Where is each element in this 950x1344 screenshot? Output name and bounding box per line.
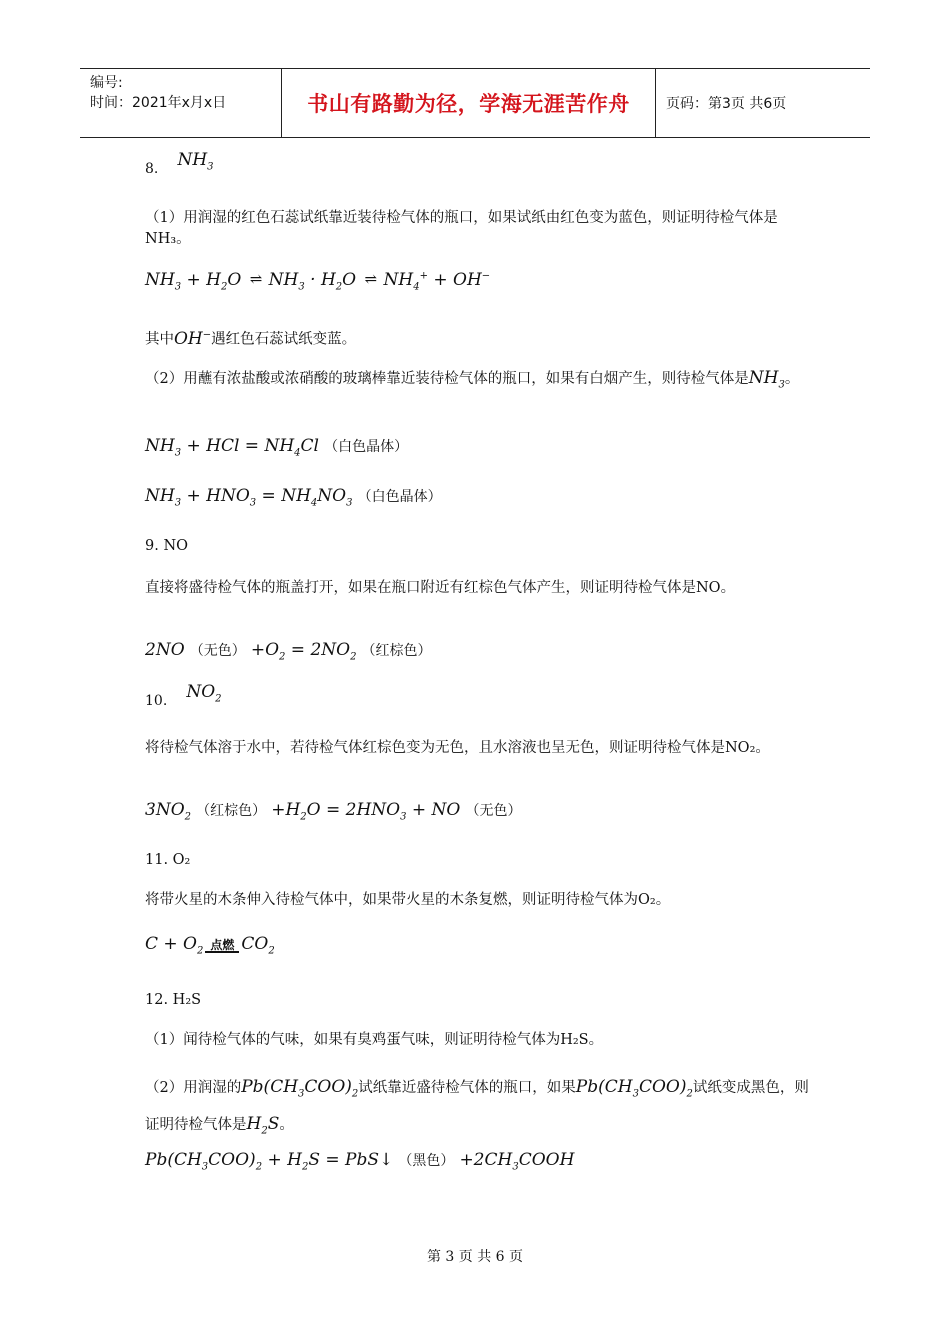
equation-nh3-hno3-row [145, 486, 442, 508]
page-info: 页码：第3页 共6页 [666, 96, 787, 112]
motto: 书山有路勤为径，学海无涯苦作舟 [307, 91, 630, 116]
formula-h2s: $H_2S$ [246, 1114, 280, 1137]
formula-oh: OH− [174, 328, 212, 349]
equation-c-o2-right: $CO_2$ [241, 934, 275, 957]
equation-nh3-hno3: $NH_3 + HNO_3 = NH_4NO_3$ [145, 486, 353, 509]
section-8-p1: （1）用润湿的红色石蕊试纸靠近装待检气体的瓶口，如果试纸由红色变为蓝色，则证明待检气体是NH₃。 [145, 210, 778, 247]
note-red-brown: （红棕色） [361, 643, 432, 659]
formula-lead-acetate: $Pb(CH_3COO)_2$ [241, 1077, 359, 1100]
equation-no2-b: $+H_2O = 2HNO_3$ + NO [271, 800, 461, 823]
code-label: 编号: [90, 75, 123, 91]
p2-b: 试纸靠近盛待检气体的瓶口，如果 [358, 1080, 576, 1096]
section-12-p1: （1）闻待检气体的气味，如果有臭鸡蛋气味，则证明待检气体为H₂S。 [145, 1032, 604, 1048]
section-11-p1: 将带火星的木条伸入待检气体中，如果带火星的木条复燃，则证明待检气体为O₂。 [145, 892, 671, 908]
section-10-heading [145, 682, 222, 712]
p2-end: 。 [279, 1117, 294, 1134]
p2-prefix: 其中 [145, 331, 174, 348]
note-colorless: （无色） [189, 643, 246, 659]
equation-lead-acetate-row [145, 1150, 574, 1172]
equation-no-a: 2NO [145, 640, 185, 660]
p3-text: （2）用蘸有浓盐酸或浓硝酸的玻璃棒靠近装待检气体的瓶口，如果有白烟产生，则待检气体是 [145, 371, 749, 387]
note-black: （黑色） [398, 1153, 455, 1169]
note-red-brown-2: （红棕色） [196, 803, 267, 819]
section-8-p3 [145, 368, 810, 395]
section-12-p2 [145, 1072, 810, 1147]
formula-lead-acetate-2: $Pb(CH_3COO)_2$ [575, 1077, 693, 1100]
section-9-p1: 直接将盛待检气体的瓶盖打开，如果在瓶口附近有红棕色气体产生，则证明待检气体是NO。 [145, 580, 736, 596]
equation-no-b: $+O_2 = 2NO_2$ [250, 640, 357, 663]
p3-end: 。 [784, 371, 800, 387]
condition-label: 点燃 [210, 938, 235, 952]
equation-nh3-hcl-row [145, 436, 408, 458]
equation-no2-a: $3NO_2$ [145, 800, 192, 823]
page-footer: 第 3 页 共 6 页 [426, 1249, 524, 1265]
p2-suffix: 遇红色石蕊试纸变蓝。 [211, 331, 357, 348]
note-colorless-2: （无色） [465, 803, 522, 819]
section-number-10: 10. [145, 693, 168, 709]
section-9-heading: 9. NO [145, 538, 189, 554]
condition-ignite [205, 939, 239, 953]
note-white-crystal: （白色晶体） [324, 439, 409, 455]
note-white-crystal-2: （白色晶体） [357, 489, 442, 505]
formula-nh3-inline: $NH_3$ [748, 368, 785, 391]
section-10-p1: 将待检气体溶于水中，若待检气体红棕色变为无色，且水溶液也呈无色，则证明待检气体是NO₂。 [145, 740, 770, 756]
equation-c-o2-left: $C + O_2$ [145, 934, 204, 957]
document-header [80, 68, 870, 138]
header-motto-cell [282, 69, 656, 137]
header-page-info-cell [656, 69, 870, 137]
equation-no2-water-row [145, 800, 521, 822]
formula-nh3: $NH_3$ [177, 150, 214, 173]
section-12-heading: 12. H₂S [145, 992, 202, 1008]
date-label: 时间：2021年x月x日 [90, 95, 227, 111]
section-8-p2 [145, 324, 356, 351]
equation-nh3-water: $NH_3 + H_2O$ ⇌ $NH_3 \cdot H_2O$ ⇌ $NH_4^+ + OH^-$ [145, 270, 491, 293]
p2-c: 试纸变成黑色，则证明待检气体是 [145, 1080, 809, 1134]
section-8-heading [145, 150, 214, 180]
p2-a: （2）用润湿的 [145, 1080, 242, 1096]
equation-nh3-hcl: $NH_3$ + HCl = $NH_4Cl$ [145, 436, 319, 459]
equation-c-o2 [145, 934, 275, 956]
equation-no-o2-row [145, 640, 432, 662]
section-number: 8. [145, 161, 159, 177]
equation-lead-acetate: $Pb(CH_3COO)_2 + H_2S$ = PbS↓ [145, 1150, 394, 1173]
formula-no2: $NO_2$ [186, 682, 222, 705]
header-meta [80, 69, 282, 137]
section-11-heading: 11. O₂ [145, 852, 191, 868]
equation-acetic-acid: $+2CH_3COOH$ [459, 1150, 575, 1173]
